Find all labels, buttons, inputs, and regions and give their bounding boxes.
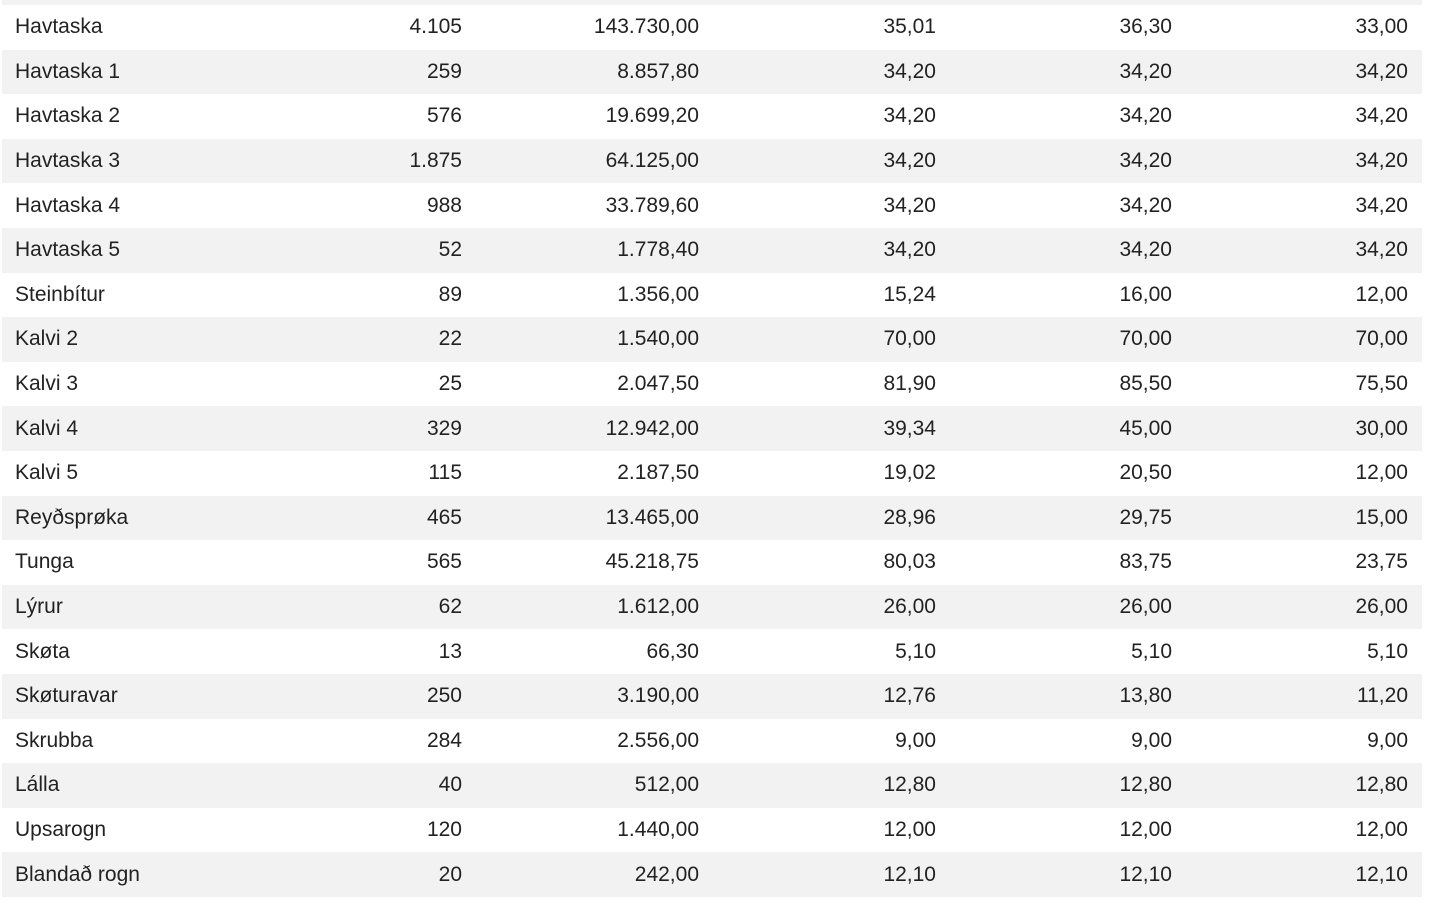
lowest-price-cell: 34,20 <box>1186 94 1422 139</box>
table-row <box>2 317 1422 362</box>
total-value-cell: 12.942,00 <box>476 406 713 451</box>
quantity-cell: 52 <box>212 228 476 273</box>
table-row <box>2 540 1422 585</box>
lowest-price-cell: 12,00 <box>1186 273 1422 318</box>
quantity-cell: 1.875 <box>212 139 476 184</box>
average-price-cell: 12,10 <box>713 852 950 897</box>
table-row <box>2 496 1422 541</box>
table-row <box>2 228 1422 273</box>
table-row <box>2 719 1422 764</box>
average-price-cell: 34,20 <box>713 228 950 273</box>
quantity-cell: 22 <box>212 317 476 362</box>
table-row <box>2 629 1422 674</box>
total-value-cell: 512,00 <box>476 763 713 808</box>
average-price-cell: 5,10 <box>713 629 950 674</box>
table-row <box>2 94 1422 139</box>
table-row <box>2 674 1422 719</box>
total-value-cell: 1.356,00 <box>476 273 713 318</box>
species-name-cell: Havtaska 3 <box>2 139 212 184</box>
lowest-price-cell: 34,20 <box>1186 183 1422 228</box>
lowest-price-cell: 12,80 <box>1186 763 1422 808</box>
average-price-cell: 34,20 <box>713 94 950 139</box>
total-value-cell: 45.218,75 <box>476 540 713 585</box>
total-value-cell: 2.187,50 <box>476 451 713 496</box>
quantity-cell: 988 <box>212 183 476 228</box>
highest-price-cell: 12,80 <box>950 763 1186 808</box>
average-price-cell: 12,00 <box>713 808 950 853</box>
species-name-cell: Kalvi 4 <box>2 406 212 451</box>
quantity-cell: 13 <box>212 629 476 674</box>
species-name-cell: Havtaska 4 <box>2 183 212 228</box>
table-row <box>2 406 1422 451</box>
total-value-cell: 1.612,00 <box>476 585 713 630</box>
total-value-cell: 143.730,00 <box>476 5 713 50</box>
lowest-price-cell: 34,20 <box>1186 50 1422 95</box>
average-price-cell: 70,00 <box>713 317 950 362</box>
total-value-cell: 2.556,00 <box>476 719 713 764</box>
species-name-cell: Skrubba <box>2 719 212 764</box>
lowest-price-cell: 70,00 <box>1186 317 1422 362</box>
highest-price-cell: 45,00 <box>950 406 1186 451</box>
highest-price-cell: 26,00 <box>950 585 1186 630</box>
quantity-cell: 329 <box>212 406 476 451</box>
average-price-cell: 12,80 <box>713 763 950 808</box>
quantity-cell: 250 <box>212 674 476 719</box>
table-row <box>2 273 1422 318</box>
quantity-cell: 465 <box>212 496 476 541</box>
quantity-cell: 120 <box>212 808 476 853</box>
total-value-cell: 2.047,50 <box>476 362 713 407</box>
highest-price-cell: 12,00 <box>950 808 1186 853</box>
average-price-cell: 80,03 <box>713 540 950 585</box>
species-name-cell: Havtaska <box>2 5 212 50</box>
species-name-cell: Kalvi 3 <box>2 362 212 407</box>
species-name-cell: Lýrur <box>2 585 212 630</box>
highest-price-cell: 9,00 <box>950 719 1186 764</box>
lowest-price-cell: 9,00 <box>1186 719 1422 764</box>
highest-price-cell: 83,75 <box>950 540 1186 585</box>
highest-price-cell: 34,20 <box>950 183 1186 228</box>
highest-price-cell: 34,20 <box>950 94 1186 139</box>
total-value-cell: 242,00 <box>476 852 713 897</box>
total-value-cell: 33.789,60 <box>476 183 713 228</box>
species-name-cell: Blandað rogn <box>2 852 212 897</box>
highest-price-cell: 20,50 <box>950 451 1186 496</box>
quantity-cell: 115 <box>212 451 476 496</box>
highest-price-cell: 85,50 <box>950 362 1186 407</box>
quantity-cell: 259 <box>212 50 476 95</box>
species-name-cell: Lálla <box>2 763 212 808</box>
total-value-cell: 1.778,40 <box>476 228 713 273</box>
average-price-cell: 26,00 <box>713 585 950 630</box>
species-name-cell: Upsarogn <box>2 808 212 853</box>
total-value-cell: 3.190,00 <box>476 674 713 719</box>
species-name-cell: Reyðsprøka <box>2 496 212 541</box>
species-name-cell: Havtaska 1 <box>2 50 212 95</box>
table-row <box>2 183 1422 228</box>
table-row <box>2 362 1422 407</box>
highest-price-cell: 29,75 <box>950 496 1186 541</box>
species-name-cell: Kalvi 2 <box>2 317 212 362</box>
species-name-cell: Havtaska 2 <box>2 94 212 139</box>
highest-price-cell: 34,20 <box>950 228 1186 273</box>
table-row <box>2 852 1422 897</box>
total-value-cell: 66,30 <box>476 629 713 674</box>
table-row <box>2 50 1422 95</box>
average-price-cell: 19,02 <box>713 451 950 496</box>
lowest-price-cell: 5,10 <box>1186 629 1422 674</box>
lowest-price-cell: 30,00 <box>1186 406 1422 451</box>
highest-price-cell: 12,10 <box>950 852 1186 897</box>
lowest-price-cell: 26,00 <box>1186 585 1422 630</box>
table-row <box>2 5 1422 50</box>
highest-price-cell: 36,30 <box>950 5 1186 50</box>
highest-price-cell: 13,80 <box>950 674 1186 719</box>
lowest-price-cell: 12,00 <box>1186 808 1422 853</box>
lowest-price-cell: 33,00 <box>1186 5 1422 50</box>
auction-price-table <box>2 5 1422 897</box>
lowest-price-cell: 75,50 <box>1186 362 1422 407</box>
quantity-cell: 62 <box>212 585 476 630</box>
table-row <box>2 763 1422 808</box>
average-price-cell: 12,76 <box>713 674 950 719</box>
table-row <box>2 585 1422 630</box>
quantity-cell: 40 <box>212 763 476 808</box>
highest-price-cell: 70,00 <box>950 317 1186 362</box>
species-name-cell: Skøturavar <box>2 674 212 719</box>
highest-price-cell: 34,20 <box>950 139 1186 184</box>
species-name-cell: Steinbítur <box>2 273 212 318</box>
total-value-cell: 8.857,80 <box>476 50 713 95</box>
species-name-cell: Skøta <box>2 629 212 674</box>
average-price-cell: 34,20 <box>713 50 950 95</box>
species-name-cell: Kalvi 5 <box>2 451 212 496</box>
average-price-cell: 9,00 <box>713 719 950 764</box>
total-value-cell: 64.125,00 <box>476 139 713 184</box>
average-price-cell: 34,20 <box>713 139 950 184</box>
quantity-cell: 284 <box>212 719 476 764</box>
quantity-cell: 4.105 <box>212 5 476 50</box>
table-row <box>2 139 1422 184</box>
table-row <box>2 451 1422 496</box>
table-body <box>2 5 1422 897</box>
average-price-cell: 81,90 <box>713 362 950 407</box>
quantity-cell: 565 <box>212 540 476 585</box>
lowest-price-cell: 11,20 <box>1186 674 1422 719</box>
highest-price-cell: 5,10 <box>950 629 1186 674</box>
lowest-price-cell: 12,00 <box>1186 451 1422 496</box>
lowest-price-cell: 34,20 <box>1186 139 1422 184</box>
average-price-cell: 15,24 <box>713 273 950 318</box>
total-value-cell: 19.699,20 <box>476 94 713 139</box>
quantity-cell: 25 <box>212 362 476 407</box>
species-name-cell: Tunga <box>2 540 212 585</box>
lowest-price-cell: 12,10 <box>1186 852 1422 897</box>
total-value-cell: 1.540,00 <box>476 317 713 362</box>
quantity-cell: 20 <box>212 852 476 897</box>
total-value-cell: 1.440,00 <box>476 808 713 853</box>
highest-price-cell: 34,20 <box>950 50 1186 95</box>
quantity-cell: 576 <box>212 94 476 139</box>
lowest-price-cell: 34,20 <box>1186 228 1422 273</box>
lowest-price-cell: 15,00 <box>1186 496 1422 541</box>
average-price-cell: 39,34 <box>713 406 950 451</box>
average-price-cell: 28,96 <box>713 496 950 541</box>
average-price-cell: 34,20 <box>713 183 950 228</box>
average-price-cell: 35,01 <box>713 5 950 50</box>
highest-price-cell: 16,00 <box>950 273 1186 318</box>
quantity-cell: 89 <box>212 273 476 318</box>
lowest-price-cell: 23,75 <box>1186 540 1422 585</box>
table-row <box>2 808 1422 853</box>
total-value-cell: 13.465,00 <box>476 496 713 541</box>
species-name-cell: Havtaska 5 <box>2 228 212 273</box>
